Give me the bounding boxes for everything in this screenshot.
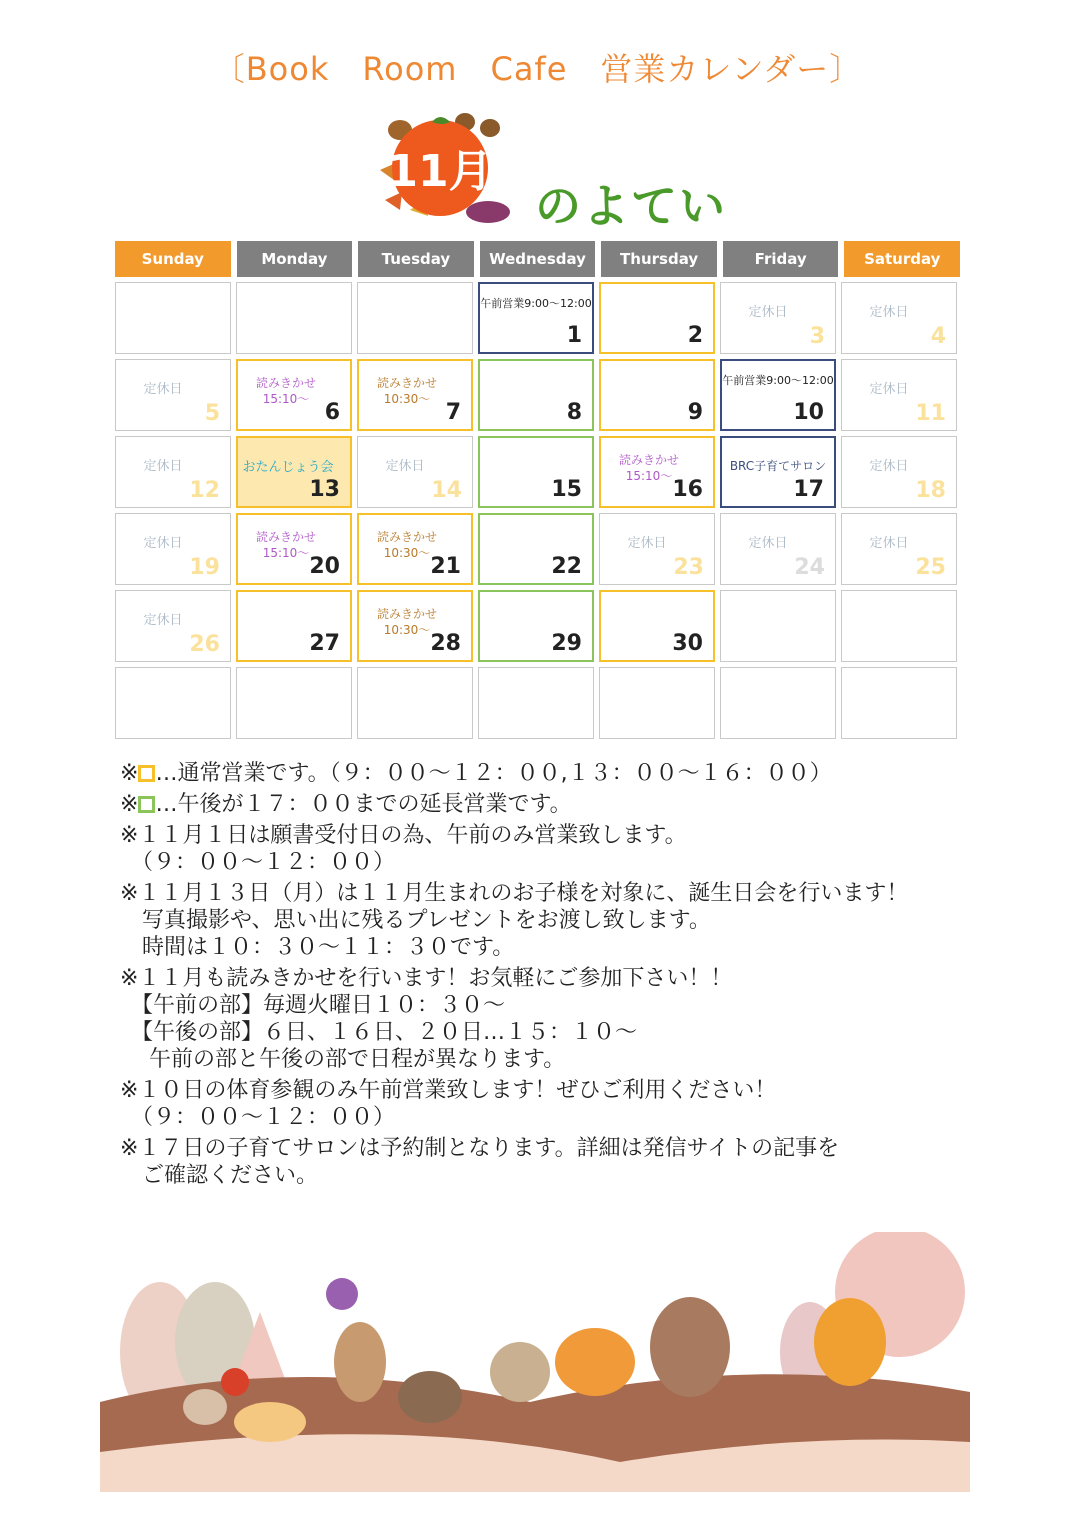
day-number: 16 xyxy=(672,477,703,502)
day-number: 17 xyxy=(793,477,824,502)
day-cell-1 xyxy=(478,282,594,354)
day-number: 26 xyxy=(189,632,220,657)
cell-time: 15:10～ xyxy=(625,469,673,483)
day-cell-13 xyxy=(236,436,352,508)
day-cell-14 xyxy=(357,436,473,508)
day-number: 23 xyxy=(673,555,704,580)
day-number: 22 xyxy=(551,554,582,579)
cell-time: 9:00～12:00 xyxy=(524,297,592,310)
day-number: 15 xyxy=(551,477,582,502)
cell-time: 15:10～ xyxy=(262,392,310,406)
day-cell-2 xyxy=(599,282,715,354)
day-number: 20 xyxy=(309,554,340,579)
cell-time: 10:30～ xyxy=(383,546,431,560)
cell-note: 定休日 xyxy=(143,613,183,628)
empty-cell xyxy=(357,667,473,739)
empty-cell xyxy=(841,590,957,662)
day-cell-25 xyxy=(841,513,957,585)
cell-note: 定休日 xyxy=(385,459,425,474)
chestnut-icon xyxy=(398,1371,462,1423)
weekday-wednesday: Wednesday xyxy=(480,241,596,277)
day-cell-18 xyxy=(841,436,957,508)
day-cell-24 xyxy=(720,513,836,585)
day-number: 19 xyxy=(189,555,220,580)
day-cell-17 xyxy=(720,436,836,508)
deer-icon xyxy=(334,1322,386,1402)
empty-cell xyxy=(599,667,715,739)
cell-note: 定休日 xyxy=(143,536,183,551)
weekday-tuesday: Tuesday xyxy=(358,241,474,277)
day-cell-15 xyxy=(478,436,594,508)
day-number: 28 xyxy=(430,631,461,656)
empty-cell xyxy=(720,590,836,662)
bear-icon xyxy=(650,1297,730,1397)
notes-section xyxy=(120,760,1020,1193)
day-cell-4 xyxy=(841,282,957,354)
cell-note: BRC子育てサロン xyxy=(729,459,827,473)
day-number: 29 xyxy=(551,631,582,656)
calendar xyxy=(115,241,960,739)
hedgehog-icon xyxy=(490,1342,550,1402)
day-number: 9 xyxy=(687,400,703,425)
day-cell-9 xyxy=(599,359,715,431)
weekday-friday: Friday xyxy=(723,241,839,277)
empty-cell xyxy=(720,667,836,739)
empty-cell xyxy=(115,282,231,354)
cell-label: 午前営業 xyxy=(480,297,525,310)
note-2: ※１１月１３日（月）は１１月生まれのお子様を対象に、誕生日会を行います！ 写真撮影や、思い出に残るプレゼントをお渡し致します。 時間は１０：３０～１１：３０です。 xyxy=(120,881,909,960)
autumn-animals-illustration xyxy=(100,1232,970,1492)
day-number: 6 xyxy=(324,400,340,425)
day-cell-12 xyxy=(115,436,231,508)
day-number: 18 xyxy=(915,478,946,503)
cell-note xyxy=(480,296,592,312)
day-number: 3 xyxy=(809,324,825,349)
note-5: ※１７日の子育てサロンは予約制となります。詳細は発信サイトの記事を ご確認ください。 xyxy=(120,1136,840,1188)
weekday-header-row xyxy=(115,241,960,277)
day-cell-29 xyxy=(478,590,594,662)
day-number: 10 xyxy=(793,400,824,425)
empty-cell xyxy=(236,282,352,354)
sweet-potato-icon xyxy=(466,201,510,223)
cell-note: おたんじょう会 xyxy=(242,460,334,475)
weekday-sunday: Sunday xyxy=(115,241,231,277)
day-cell-26 xyxy=(115,590,231,662)
cell-note xyxy=(722,373,834,389)
cell-note: 定休日 xyxy=(748,305,788,320)
day-cell-7 xyxy=(357,359,473,431)
day-cell-5 xyxy=(115,359,231,431)
day-number: 4 xyxy=(930,324,946,349)
cell-note: 定休日 xyxy=(627,536,667,551)
day-number: 7 xyxy=(445,400,461,425)
day-number: 1 xyxy=(566,323,582,348)
day-number: 5 xyxy=(204,401,220,426)
day-cell-6 xyxy=(236,359,352,431)
green-square-icon xyxy=(138,796,155,813)
month-badge-logo xyxy=(370,100,520,230)
empty-cell xyxy=(478,667,594,739)
empty-cell xyxy=(236,667,352,739)
cell-label: 読みきかせ xyxy=(255,530,316,544)
empty-cell xyxy=(841,667,957,739)
day-cell-22 xyxy=(478,513,594,585)
note-3: ※１１月も読みきかせを行います！お気軽にご参加下さい！！ 【午前の部】毎週火曜日１０：３０～ 【午後の部】６日、１６日、２０日…１５：１０～ 午前の部と午後の部で日程が異なります。 xyxy=(120,966,733,1072)
day-number: 27 xyxy=(309,631,340,656)
calendar-grid xyxy=(115,282,960,739)
day-number: 11 xyxy=(915,401,946,426)
logo-title: のよてい xyxy=(535,179,727,233)
cell-label: 読みきかせ xyxy=(376,530,437,544)
acorn-icon xyxy=(480,119,500,137)
day-cell-20 xyxy=(236,513,352,585)
page-title: 〔Book Room Cafe 営業カレンダー〕 xyxy=(212,50,863,88)
note-4: ※１０日の体育参観のみ午前営業致します！ぜひご利用ください！ （９：００～１２：００） xyxy=(120,1078,777,1130)
cell-label: 読みきかせ xyxy=(376,607,437,621)
day-cell-30 xyxy=(599,590,715,662)
cell-time: 10:30～ xyxy=(383,623,431,637)
day-cell-8 xyxy=(478,359,594,431)
pie-icon xyxy=(234,1402,306,1442)
cell-note: 定休日 xyxy=(869,459,909,474)
legend-normal: ※ …通常営業です。（９：００～１２：００,１３：００～１６：００） xyxy=(120,761,832,786)
cell-note: 定休日 xyxy=(869,536,909,551)
cell-note: 定休日 xyxy=(869,382,909,397)
cell-note: 定休日 xyxy=(143,382,183,397)
cell-label: 読みきかせ xyxy=(376,376,437,390)
cell-label: 読みきかせ xyxy=(618,453,679,467)
note-1: ※１１月１日は願書受付日の為、午前のみ営業致します。 （９：００～１２：００） xyxy=(120,823,687,875)
day-cell-3 xyxy=(720,282,836,354)
cell-time: 15:10～ xyxy=(262,546,310,560)
cell-note: 定休日 xyxy=(748,536,788,551)
day-number: 25 xyxy=(915,555,946,580)
day-cell-27 xyxy=(236,590,352,662)
day-number: 30 xyxy=(672,631,703,656)
day-number: 12 xyxy=(189,478,220,503)
day-number: 2 xyxy=(687,323,703,348)
yellow-square-icon xyxy=(138,765,155,782)
cell-time: 9:00～12:00 xyxy=(766,374,834,387)
svg-text:11月: 11月 xyxy=(387,146,493,197)
day-cell-10 xyxy=(720,359,836,431)
day-cell-16 xyxy=(599,436,715,508)
apple-icon xyxy=(221,1368,249,1396)
cell-label: 読みきかせ xyxy=(255,376,316,390)
day-cell-23 xyxy=(599,513,715,585)
day-cell-21 xyxy=(357,513,473,585)
empty-cell xyxy=(115,667,231,739)
fox-icon xyxy=(814,1298,886,1386)
squirrel-icon xyxy=(183,1389,227,1425)
day-number: 13 xyxy=(309,477,340,502)
weekday-thursday: Thursday xyxy=(601,241,717,277)
weekday-monday: Monday xyxy=(237,241,353,277)
empty-cell xyxy=(357,282,473,354)
day-number: 21 xyxy=(430,554,461,579)
cell-note: 定休日 xyxy=(143,459,183,474)
day-number: 24 xyxy=(794,555,825,580)
day-cell-11 xyxy=(841,359,957,431)
cell-time: 10:30～ xyxy=(383,392,431,406)
day-number: 8 xyxy=(566,400,582,425)
day-number: 14 xyxy=(431,478,462,503)
day-cell-28 xyxy=(357,590,473,662)
legend-extended: ※ …午後が１７：００までの延長営業です。 xyxy=(120,792,572,817)
weekday-saturday: Saturday xyxy=(844,241,960,277)
cell-label: 午前営業 xyxy=(722,374,767,387)
pumpkin-icon xyxy=(555,1328,635,1396)
day-cell-19 xyxy=(115,513,231,585)
cell-note: 定休日 xyxy=(869,305,909,320)
